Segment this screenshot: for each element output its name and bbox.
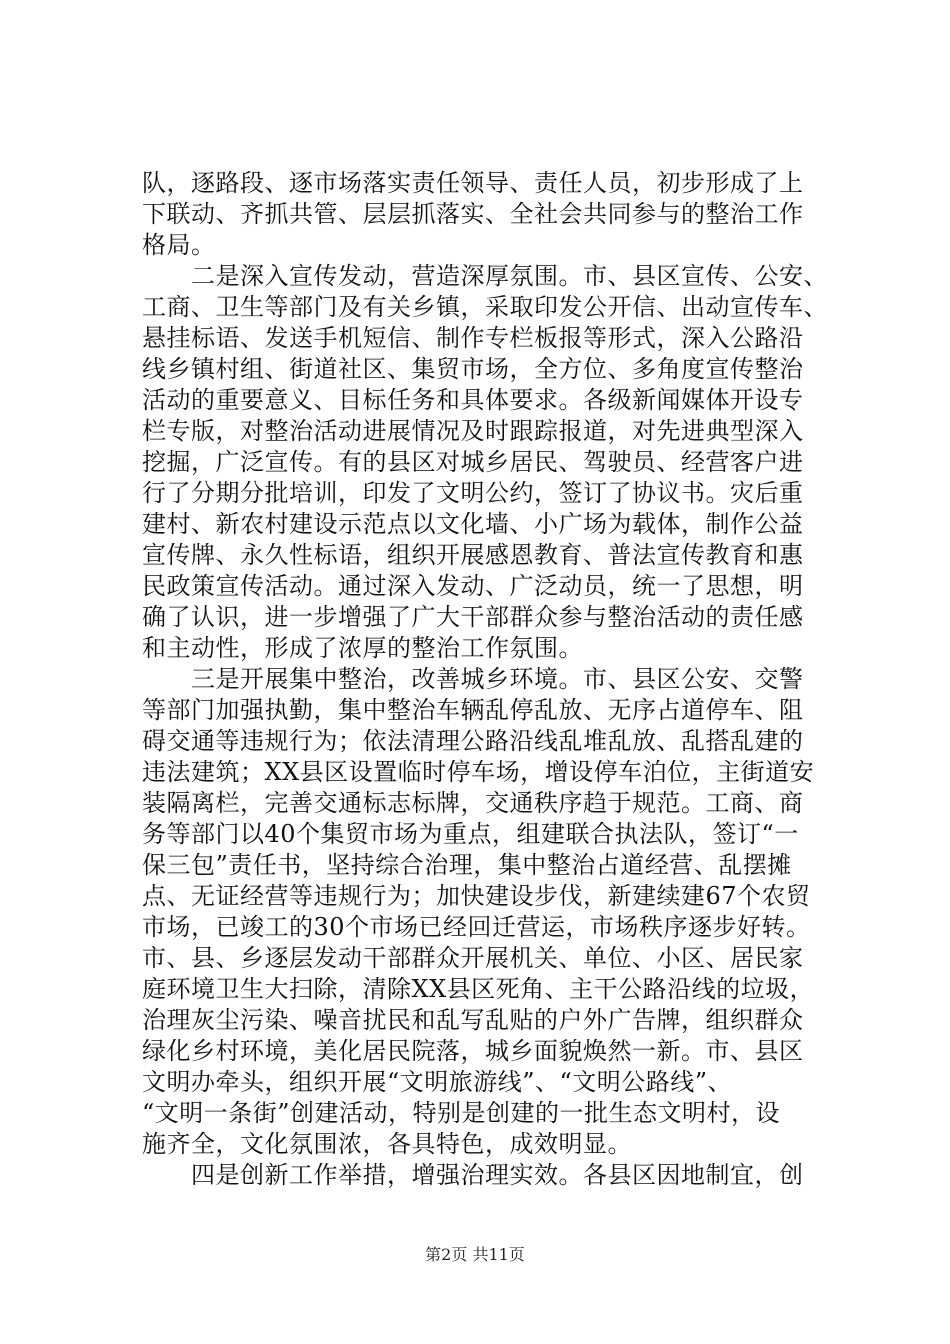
text-line: 格局。 — [142, 231, 216, 259]
text-line: 市、县、乡逐层发动干部群众开展机关、单位、小区、居民家 — [142, 944, 804, 972]
text-line: 线乡镇村组、街道社区、集贸市场，全方位、多角度宣传整治 — [142, 355, 804, 383]
text-line: 四是创新工作举措，增强治理实效。各县区因地制宜，创 — [142, 1161, 804, 1189]
text-line: 下联动、齐抓共管、层层抓落实、全社会共同参与的整治工作 — [142, 200, 804, 228]
text-line: 宣传牌、永久性标语，组织开展感恩教育、普法宣传教育和惠 — [142, 541, 804, 569]
text-line: 治理灰尘污染、噪音扰民和乱写乱贴的户外广告牌，组织群众 — [142, 1006, 804, 1034]
text-line: 务等部门以40个集贸市场为重点，组建联合执法队，签订“一 — [142, 820, 799, 848]
text-line: 碍交通等违规行为；依法清理公路沿线乱堆乱放、乱搭乱建的 — [142, 727, 804, 755]
text-line: 等部门加强执勤，集中整治车辆乱停乱放、无序占道停车、阻 — [142, 696, 804, 724]
text-line: 三是开展集中整治，改善城乡环境。市、县区公安、交警 — [142, 665, 804, 693]
body-text — [142, 168, 832, 1191]
text-line: “文明一条街”创建活动，特别是创建的一批生态文明村，设 — [142, 1099, 781, 1127]
text-line: 建村、新农村建设示范点以文化墙、小广场为载体，制作公益 — [142, 510, 804, 538]
text-line: 行了分期分批培训，印发了文明公约，签订了协议书。灾后重 — [142, 479, 804, 507]
text-line: 施齐全，文化氛围浓，各具特色，成效明显。 — [142, 1130, 632, 1158]
text-line: 市场，已竣工的30个市场已经回迁营运，市场秩序逐步好转。 — [142, 913, 811, 941]
page-footer: 第2页 共11页 — [425, 1245, 525, 1264]
text-line: 队，逐路段、逐市场落实责任领导、责任人员，初步形成了上 — [142, 169, 804, 197]
text-line: 民政策宣传活动。通过深入发动、广泛动员，统一了思想，明 — [142, 572, 804, 600]
text-line: 二是深入宣传发动，营造深厚氛围。市、县区宣传、公安、 — [142, 262, 828, 290]
text-line: 文明办牵头，组织开展“文明旅游线”、“文明公路线”、 — [142, 1068, 733, 1096]
text-line: 和主动性，形成了浓厚的整治工作氛围。 — [142, 634, 583, 662]
text-line: 工商、卫生等部门及有关乡镇，采取印发公开信、出动宣传车、 — [142, 293, 828, 321]
text-line: 点、无证经营等违规行为；加快建设步伐，新建续建67个农贸 — [142, 882, 811, 910]
text-line: 确了认识，进一步增强了广大干部群众参与整治活动的责任感 — [142, 603, 804, 631]
text-line: 悬挂标语、发送手机短信、制作专栏板报等形式，深入公路沿 — [142, 324, 804, 352]
text-line: 庭环境卫生大扫除，清除XX县区死角、主干公路沿线的垃圾， — [142, 975, 815, 1003]
text-line: 栏专版，对整治活动进展情况及时跟踪报道，对先进典型深入 — [142, 417, 804, 445]
text-line: 活动的重要意义、目标任务和具体要求。各级新闻媒体开设专 — [142, 386, 804, 414]
text-line: 保三包”责任书，坚持综合治理，集中整治占道经营、乱摆摊 — [142, 851, 792, 879]
text-line: 装隔离栏，完善交通标志标牌，交通秩序趋于规范。工商、商 — [142, 789, 804, 817]
text-line: 挖掘，广泛宣传。有的县区对城乡居民、驾驶员、经营客户进 — [142, 448, 804, 476]
text-line: 违法建筑；XX县区设置临时停车场，增设停车泊位，主街道安 — [142, 758, 815, 786]
text-line: 绿化乡村环境，美化居民院落，城乡面貌焕然一新。市、县区 — [142, 1037, 804, 1065]
